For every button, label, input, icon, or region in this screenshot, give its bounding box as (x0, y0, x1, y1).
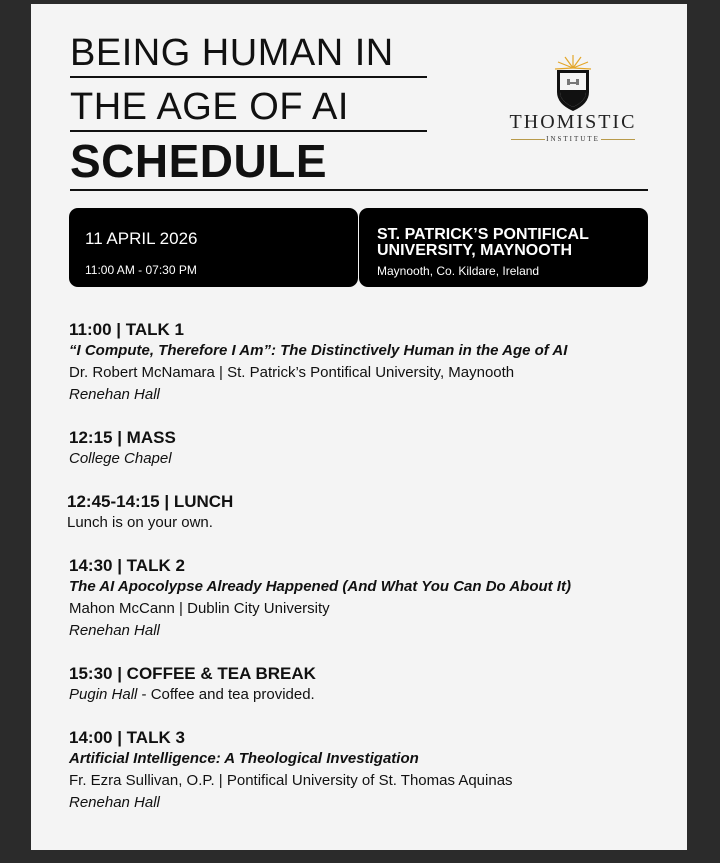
logo-rule-right (601, 139, 635, 140)
event-date: 11 APRIL 2026 (85, 229, 198, 248)
location: Renehan Hall (69, 622, 160, 639)
note: - Coffee and tea provided. (137, 686, 315, 703)
talk-title: Artificial Intelligence: A Theological Investigation (69, 750, 419, 767)
venue-name-line1: ST. PATRICK’S PONTIFICAL (377, 226, 589, 243)
venue-address: Maynooth, Co. Kildare, Ireland (377, 264, 540, 278)
event-time: 11:00 AM - 07:30 PM (85, 263, 197, 277)
schedule-item-coffee-break (69, 664, 679, 706)
schedule-heading: SCHEDULE (70, 135, 328, 187)
title-line-2: THE AGE OF AI (70, 86, 349, 128)
speaker: Mahon McCann | Dublin City University (69, 600, 330, 617)
logo-wordmark: THOMISTIC (509, 111, 637, 133)
schedule-item-talk-2 (69, 556, 679, 642)
title-underline-1 (70, 76, 427, 78)
logo-subtitle: INSTITUTE (546, 135, 600, 143)
location: College Chapel (69, 450, 172, 467)
coffee-line (69, 684, 679, 706)
item-heading: 15:30 | COFFEE & TEA BREAK (69, 664, 316, 683)
talk-title: “I Compute, Therefore I Am”: The Distinctively Human in the Age of AI (69, 342, 568, 359)
item-heading: 14:30 | TALK 2 (69, 556, 185, 575)
header-divider (70, 189, 648, 191)
date-box (69, 208, 358, 287)
item-heading: 12:15 | MASS (69, 428, 176, 447)
speaker: Dr. Robert McNamara | St. Patrick’s Pontifical University, Maynooth (69, 364, 515, 381)
venue-name-line2: UNIVERSITY, MAYNOOTH (377, 242, 572, 259)
schedule-item-talk-3 (69, 728, 679, 814)
title-underline-2 (70, 130, 427, 132)
note: Lunch is on your own. (67, 514, 213, 531)
item-heading: 11:00 | TALK 1 (69, 320, 184, 339)
thomistic-institute-logo (493, 54, 653, 154)
flyer-page (31, 4, 687, 850)
location: Pugin Hall (69, 686, 138, 703)
location: Renehan Hall (69, 386, 160, 403)
item-heading: 14:00 | TALK 3 (69, 728, 185, 747)
schedule-item-talk-1 (69, 320, 679, 406)
talk-title: The AI Apocolypse Already Happened (And What You Can Do About It) (69, 578, 571, 595)
item-heading: 12:45-14:15 | LUNCH (67, 492, 234, 511)
location: Renehan Hall (69, 794, 160, 811)
venue-box (359, 208, 648, 287)
schedule-item-lunch (67, 492, 677, 534)
shield-crest-icon (553, 54, 593, 112)
speaker: Fr. Ezra Sullivan, O.P. | Pontifical University of St. Thomas Aquinas (69, 772, 513, 789)
schedule-item-mass (69, 428, 679, 470)
title-line-1: BEING HUMAN IN (70, 32, 394, 74)
